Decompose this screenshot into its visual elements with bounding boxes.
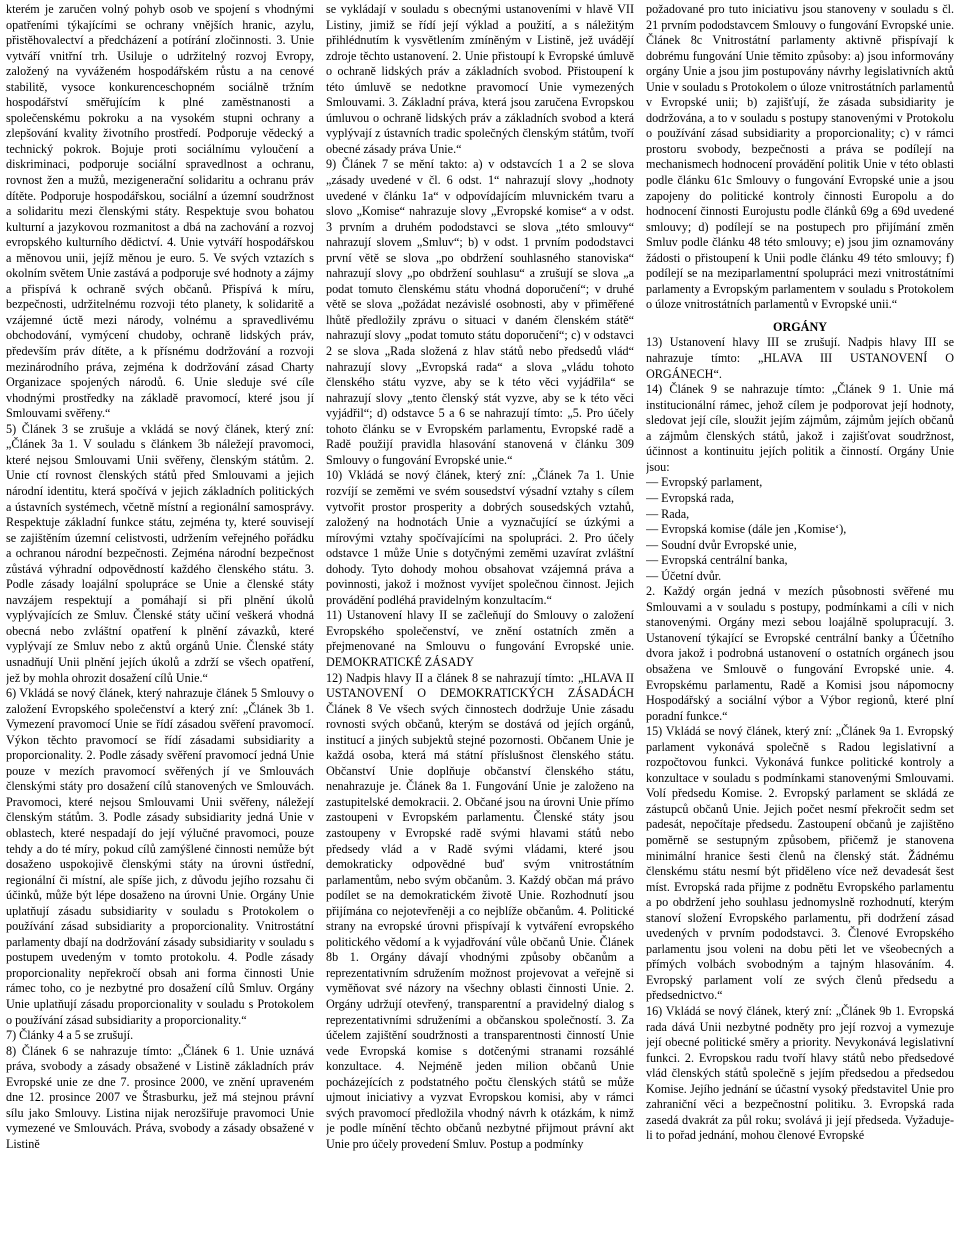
paragraph: 8) Článek 6 se nahrazuje tímto: „Článek 6 1. Unie uznává práva, svobody a zásady obsažené v Listině základních práv Evropské unie ze dne 7. prosince 2000, ve znění upraveném dne 12. prosince 2007 ve Štrasburku, jež má stejnou právní sílu jako Smlouvy. Listina nijak nerozšiřuje pravomoci Unie vymezené ve Smlouvách. Práva, svobody a zásady obsažené v Listině bbox=[6, 1043, 314, 1151]
paragraph: 9) Článek 7 se mění takto: a) v odstavcích 1 a 2 se slova „zásady uvedené v čl. 6 odst. 1“ nahrazují slovy „hodnoty uvedené v článku 1a“ v odpovídajícím mluvnickém tvaru a slovo „Komise“ nahrazuje slovy „Evropské komise“ a v odst. 3 prvním a druhém pododstavci se slova „této smlouvy“ nahrazují slovem „Smluv“; b) v odst. 1 prvním pododstavci první větě se slova „po obdržení souhlasného stanoviska“ nahrazují slovy „po obdržení souhlasu“ a zrušují se slova „a podat tomuto členskému státu vhodná doporučení“; v druhé větě se slova „požádat nezávislé osobnosti, aby v přiměřené lhůtě předložily zprávu o situaci v daném členském státě“ nahrazují slovy „podat tomuto státu doporučení“; c) v odstavci 2 se slova „Rada složená z hlav států nebo předsedů vlád“ nahrazují slovy „Evropská rada“ a slova „vládu tohoto členského státu vyzve, aby se k této věci vyjádřila“ se nahrazují slovy „tento členský stát vyzve, aby se k této věci vyjádřil“; d) odstavce 5 a 6 se nahrazují tímto: „5. Pro účely tohoto článku se v Evropském parlamentu, Evropské radě a Radě použijí pravidla hlasování stanovená v článku 309 Smlouvy o fungování Evropské unie.“ bbox=[326, 157, 634, 467]
paragraph: 14) Článek 9 se nahrazuje tímto: „Článek 9 1. Unie má institucionální rámec, jehož cílem je podporovat její hodnoty, sledovat její cíle, sloužit jejím zájmům, zájmům jejích občanů a zájmům členských států, jakož i zajišťovat soudržnost, účinnost a kontinuitu jejích politik a činností. Orgány Unie jsou: bbox=[646, 382, 954, 474]
list-item: — Evropský parlament, bbox=[646, 475, 763, 490]
paragraph: 12) Nadpis hlavy II a článek 8 se nahrazují tímto: „HLAVA II USTANOVENÍ O DEMOKRATICKÝCH ZÁSADÁCH Článek 8 Ve všech svých činnostech dodržuje Unie zásadu rovnosti svých občanů, kterým se dostává od jejích orgánů, institucí a jiných subjektů stejné pozornosti. Občanem Unie je každá osoba, která má státní příslušnost členského státu. Občanství Unie doplňuje občanství členského státu, nenahrazuje je. Článek 8a 1. Fungování Unie je založeno na zastupitelské demokracii. 2. Občané jsou na úrovni Unie přímo zastoupeni v Evropském parlamentu. Členské státy jsou zastoupeny v Evropské radě svými hlavami států nebo předsedy vlád a v Radě svými vládami, které jsou demokraticky odpovědné buď svým vnitrostátním parlamentům, nebo svým občanům. 3. Každý občan má právo podílet se na demokratickém životě Unie. Rozhodnutí jsou přijímána co nejotevřeněji a co nejblíže občanům. 4. Politické strany na evropské úrovni přispívají k vytváření evropského politického vědomí a k vyjadřování vůle občanů Unie. Článek 8b 1. Orgány dávají vhodnými způsoby občanům a reprezentativním sdružením možnost projevovat a veřejně si vyměňovat své názory na všechny oblasti činnosti Unie. 2. Orgány udržují otevřený, transparentní a pravidelný dialog s reprezentativními sdruženími a občanskou společností. 3. Za účelem zajištění soudržnosti a transparentnosti činností Unie vede Evropská komise s dotčenými stranami rozsáhlé konzultace. 4. Nejméně jeden milion občanů Unie pocházejících z podstatného počtu členských států se může ujmout iniciativy a vyzvat Evropskou komisi, aby v rámci svých pravomocí předložila vhodný návrh k otázkám, k nimž je podle mínění těchto občanů nezbytné přijmout právní akt Unie pro účely provedení Smluv. Postup a podmínky bbox=[326, 670, 634, 1151]
paragraph: 11) Ustanovení hlavy II se začleňují do Smlouvy o založení Evropského společenství, ve znění ostatních změn a přejmenované na Smlouvu o fungování Evropské unie. DEMOKRATICKÉ ZÁSADY bbox=[326, 608, 634, 669]
column-middle bbox=[326, 2, 634, 1260]
paragraph: požadované pro tuto iniciativu jsou stanoveny v souladu s čl. 21 prvním pododstavcem Smlouvy o fungování Evropské unie. Článek 8c Vnitrostátní parlamenty aktivně přispívají k dobrému fungování Unie těmito způsoby: a) jsou informovány orgány Unie a jsou jim postupovány návrhy legislativních aktů Unie v souladu s Protokolem o úloze vnitrostátních parlamentů v Evropské unii; b) zajišťují, že zásada subsidiarity je dodržována, a to v souladu s postupy stanovenými v Protokolu o používání zásad subsidiarity a proporcionality; c) v rámci prostoru svobody, bezpečnosti a práva se podílejí na mechanismech hodnocení provádění politik Unie v této oblasti podle článku 61c Smlouvy o fungování Evropské unie a jsou zapojeny do politické kontroly činnosti Europolu a do hodnocení činnosti Eurojustu podle článků 69g a 69d uvedené smlouvy; d) podílejí se na postupech pro přijímání změn Smluv podle článku 48 této smlouvy; e) jsou jim oznamovány žádosti o přistoupení k Unii podle článku 49 této smlouvy; f) podílejí se na meziparlamentní spolupráci mezi vnitrostátními parlamenty a Evropským parlamentem v souladu s Protokolem o úloze vnitrostátních parlamentů v Evropské unii.“ bbox=[646, 2, 954, 312]
paragraph: se vykládají v souladu s obecnými ustanoveními v hlavě VII Listiny, jimiž se řídí její výklad a použití, a s náležitým přihlédnutím k vysvětlením zmíněným v Listině, jež uvádějí zdroje těchto ustanovení. 2. Unie přistoupí k Evropské úmluvě o ochraně lidských práv a základních svobod. Přistoupení k této úmluvě se nedotkne pravomocí Unie vymezených Smlouvami. 3. Základní práva, která jsou zaručena Evropskou úmluvou o ochraně lidských práv a základních svobod a která vyplývají z ústavních tradic společných členským státům, tvoří obecné zásady práva Unie.“ bbox=[326, 2, 634, 156]
column-left bbox=[6, 2, 314, 1260]
paragraph: 16) Vkládá se nový článek, který zní: „Článek 9b 1. Evropská rada dává Unii nezbytné podněty pro její rozvoj a vymezuje její obecné politické směry a priority. Nevykonává legislativní funkci. 2. Evropskou radu tvoří hlavy států nebo předsedové vlád členských států společně s jejím předsedou a předsedou Komise. Jejího jednání se účastní vysoký představitel Unie pro zahraniční věci a bezpečnostní politiku. 3. Evropská rada zasedá dvakrát za půl roku; svolává ji její předseda. Vyžaduje-li to pořad jednání, mohou členové Evropské bbox=[646, 1004, 954, 1143]
paragraph: 13) Ustanovení hlavy III se zrušují. Nadpis hlavy III se nahrazuje tímto: „HLAVA III USTANOVENÍ O ORGÁNECH“. bbox=[646, 335, 954, 381]
paragraph: 7) Články 4 a 5 se zrušují. bbox=[6, 1028, 134, 1043]
section-heading: ORGÁNY bbox=[773, 319, 827, 334]
paragraph: 15) Vkládá se nový článek, který zní: „Článek 9a 1. Evropský parlament vykonává společně s Radou legislativní a rozpočtovou funkci. Vykonává funkce politické kontroly a konzultace v souladu s podmínkami stanovenými Smlouvami. Volí předsedu Komise. 2. Evropský parlament se skládá ze zástupců občanů Unie. Jejich počet nesmí překročit sedm set padesát, nepočítaje předsedu. Zastoupení občanů je zajištěno poměrně se sestupným způsobem, přičemž je stanovena minimální hranice šesti členů na členský stát. Žádnému členskému státu nesmí být přiděleno více než devadesát šest míst. Evropská rada přijme z podnětu Evropského parlamentu a po obdržení jeho souhlasu jednomyslně rozhodnutí, kterým stanoví složení Evropského parlamentu, při dodržení zásad uvedených v prvním pododstavci. 3. Členové Evropského parlamentu jsou voleni na dobu pěti let ve všeobecných a přímých volbách svobodným a tajným hlasováním. 4. Evropský parlament volí ze svých členů předsedu a předsednictvo.“ bbox=[646, 724, 954, 1003]
paragraph: 2. Každý orgán jedná v mezích působnosti svěřené mu Smlouvami a v souladu s postupy, podmínkami a cíli v nich stanovenými. Orgány mezi sebou loajálně spolupracují. 3. Ustanovení týkající se Evropské centrální banky a Účetního dvora jakož i podrobná ustanovení o ostatních orgánech jsou obsažena ve Smlouvě o fungování Evropské unie. 4. Evropskému parlamentu, Radě a Komisi jsou nápomocny Hospodářský a sociální výbor a Výbor regionů, které plní poradní funkce.“ bbox=[646, 584, 954, 723]
list-item: — Soudní dvůr Evropské unie, bbox=[646, 537, 797, 552]
paragraph: 10) Vkládá se nový článek, který zní: „Článek 7a 1. Unie rozvíjí se zeměmi ve svém sousedství výsadní vztahy s cílem vytvořit prostor prosperity a dobrých sousedských vztahů, založený na hodnotách Unie a vyznačující se úzkými a mírovými vztahy spočívajícími na spolupráci. 2. Pro účely odstavce 1 může Unie s dotyčnými zeměmi uzavírat zvláštní dohody. Tyto dohody mohou obsahovat vzájemná práva a povinnosti, jakož i možnost vyvíjet společnou činnost. Jejich provádění podléhá pravidelným konzultacím.“ bbox=[326, 468, 634, 607]
paragraph: 6) Vkládá se nový článek, který nahrazuje článek 5 Smlouvy o založení Evropského společenství a který zní: „Článek 3b 1. Vymezení pravomocí Unie se řídí zásadou svěření pravomocí. Výkon těchto pravomocí se řídí zásadami subsidiarity a proporcionality. 2. Podle zásady svěření pravomocí jedná Unie pouze v mezích pravomocí svěřených jí ve Smlouvách členskými státy pro dosažení cílů stanovených ve Smlouvách. Pravomoci, které nejsou Smlouvami Unii svěřeny, náležejí členským státům. 3. Podle zásady subsidiarity jedná Unie v oblastech, které nespadají do její výlučné pravomoci, pouze tehdy a do té míry, pokud cílů zamýšlené činnosti nemůže být dosaženo uspokojivě členskými státy na úrovni ústřední, regionální či místní, ale spíše jich, z důvodu jejího rozsahu či účinků, může být lépe dosaženo na úrovni Unie. Orgány Unie uplatňují zásadu subsidiarity v souladu s Protokolem o používání zásad subsidiarity a proporcionality. Vnitrostátní parlamenty dbají na dodržování zásady subsidiarity v souladu s postupem uvedeným v tomto protokolu. 4. Podle zásady proporcionality nepřekročí obsah ani forma činnosti Unie rámec toho, co je nezbytné pro dosažení cílů Smluv. Orgány Unie uplatňují zásadu proporcionality v souladu s Protokolem o používání zásad subsidiarity a proporcionality.“ bbox=[6, 686, 314, 1027]
column-right bbox=[646, 2, 954, 1260]
list-item: — Evropská komise (dále jen ‚Komise‘), bbox=[646, 522, 847, 537]
list-item: — Rada, bbox=[646, 506, 690, 521]
list-item: — Evropská rada, bbox=[646, 490, 734, 505]
paragraph: kterém je zaručen volný pohyb osob ve spojení s vhodnými opatřeními týkajícími se ochrany vnějších hranic, azylu, přistěhovalectví a předcházení a potírání zločinnosti. 3. Unie vytváří vnitřní trh. Usiluje o udržitelný rozvoj Evropy, založený na vyváženém hospodářském růstu a na cenové stabilitě, vysoce konkurenceschopném sociálně tržním hospodářství směřujícím k plné zaměstnanosti a společenskému pokroku a na vysokém stupni ochrany a zlepšování kvality životního prostředí. Podporuje vědecký a technický pokrok. Bojuje proti sociálnímu vyloučení a diskriminaci, podporuje sociální spravedlnost a ochranu, rovnost žen a mužů, mezigenerační solidaritu a ochranu práv dítěte. Podporuje hospodářskou, sociální a územní soudržnost a solidaritu mezi členskými státy. Respektuje svou bohatou kulturní a jazykovou rozmanitost a dbá na zachování a rozvoj evropského kulturního dědictví. 4. Unie vytváří hospodářskou a měnovou unii, jejíž měnou je euro. 5. Ve svých vztazích s okolním světem Unie zastává a podporuje své hodnoty a zájmy a přispívá k ochraně svých občanů. Přispívá k míru, bezpečnosti, udržitelnému rozvoji této planety, k solidaritě a vzájemné úctě mezi národy, volnému a spravedlivému obchodování, vymýcení chudoby, ochraně lidských práv, především práv dítěte, a k přísnému dodržování a rozvoji mezinárodního práva, zejména k dodržování zásad Charty Organizace spojených národů. 6. Unie sleduje své cíle vhodnými prostředky na základě pravomocí, které jsou jí Smlouvami svěřeny.“ bbox=[6, 2, 314, 421]
list-item: — Účetní dvůr. bbox=[646, 568, 722, 583]
paragraph: 5) Článek 3 se zrušuje a vkládá se nový článek, který zní: „Článek 3a 1. V souladu s článkem 3b náležejí pravomoci, které nejsou Smlouvami Unii svěřeny, členským státům. 2. Unie ctí rovnost členských států před Smlouvami a jejich národní identitu, která spočívá v jejich základních politických a ústavních systémech, včetně místní a regionální samosprávy. Respektuje základní funkce státu, zejména ty, které souvisejí se zajištěním územní celistvosti, udržením veřejného pořádku a ochranou národní bezpečnosti. Zejména národní bezpečnost zůstává výhradní odpovědností každého členského státu. 3. Podle zásady loajální spolupráce se Unie a členské státy navzájem respektují a pomáhají si při plnění úkolů vyplývajících ze Smluv. Členské státy učiní veškerá vhodná obecná nebo zvláštní opatření k plnění závazků, které vyplývají ze Smluv nebo z aktů orgánů Unie. Členské státy usnadňují Unii plnění jejích úkolů a zdrží se všech opatření, jež by mohla ohrozit dosažení cílů Unie.“ bbox=[6, 421, 314, 685]
list-item: — Evropská centrální banka, bbox=[646, 553, 788, 568]
